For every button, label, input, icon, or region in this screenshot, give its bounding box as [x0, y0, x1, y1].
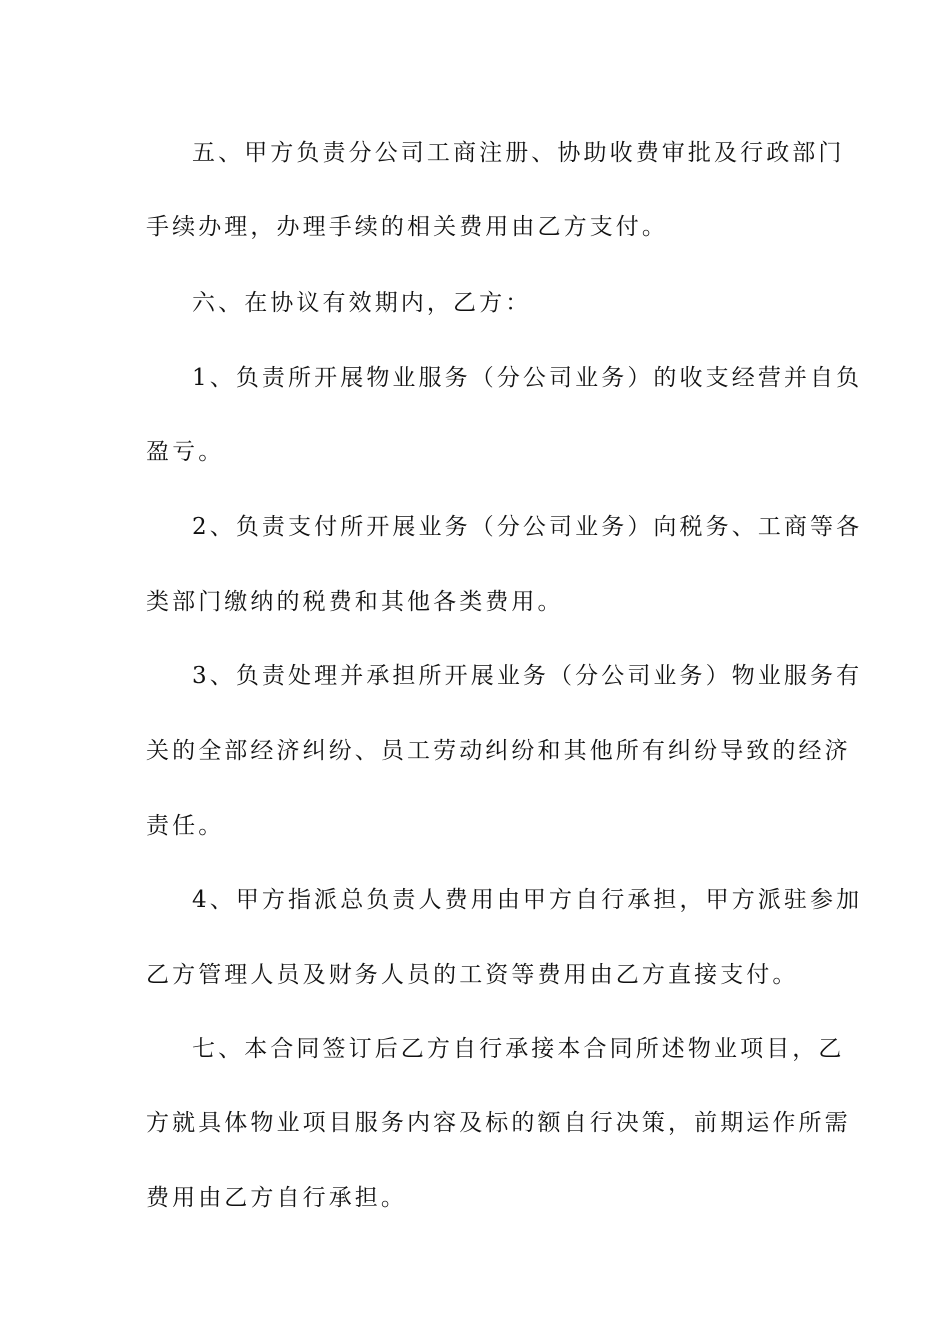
paragraph-5-line-2: 手续办理，办理手续的相关费用由乙方支付。	[146, 214, 668, 240]
item-4-line-2: 乙方管理人员及财务人员的工资等费用由乙方直接支付。	[146, 962, 799, 988]
item-1-line-1: 1、负责所开展物业服务（分公司业务）的收支经营并自负	[192, 365, 863, 391]
paragraph-7-line-3: 费用由乙方自行承担。	[146, 1185, 407, 1211]
paragraph-6-line-1: 六、在协议有效期内，乙方：	[192, 290, 532, 316]
item-1-line-2: 盈亏。	[146, 439, 225, 465]
item-2-line-2: 类部门缴纳的税费和其他各类费用。	[146, 589, 564, 615]
paragraph-7-line-1: 七、本合同签订后乙方自行承接本合同所述物业项目，乙	[192, 1036, 845, 1062]
item-3-line-2: 关的全部经济纠纷、员工劳动纠纷和其他所有纠纷导致的经济	[146, 738, 851, 764]
item-3-line-3: 责任。	[146, 813, 225, 839]
item-3-line-1: 3、负责处理并承担所开展业务（分公司业务）物业服务有	[192, 663, 863, 689]
item-2-line-1: 2、负责支付所开展业务（分公司业务）向税务、工商等各	[192, 514, 863, 540]
paragraph-5-line-1: 五、甲方负责分公司工商注册、协助收费审批及行政部门	[192, 140, 845, 166]
item-4-line-1: 4、甲方指派总负责人费用由甲方自行承担，甲方派驻参加	[192, 887, 863, 913]
paragraph-7-line-2: 方就具体物业项目服务内容及标的额自行决策，前期运作所需	[146, 1110, 851, 1136]
